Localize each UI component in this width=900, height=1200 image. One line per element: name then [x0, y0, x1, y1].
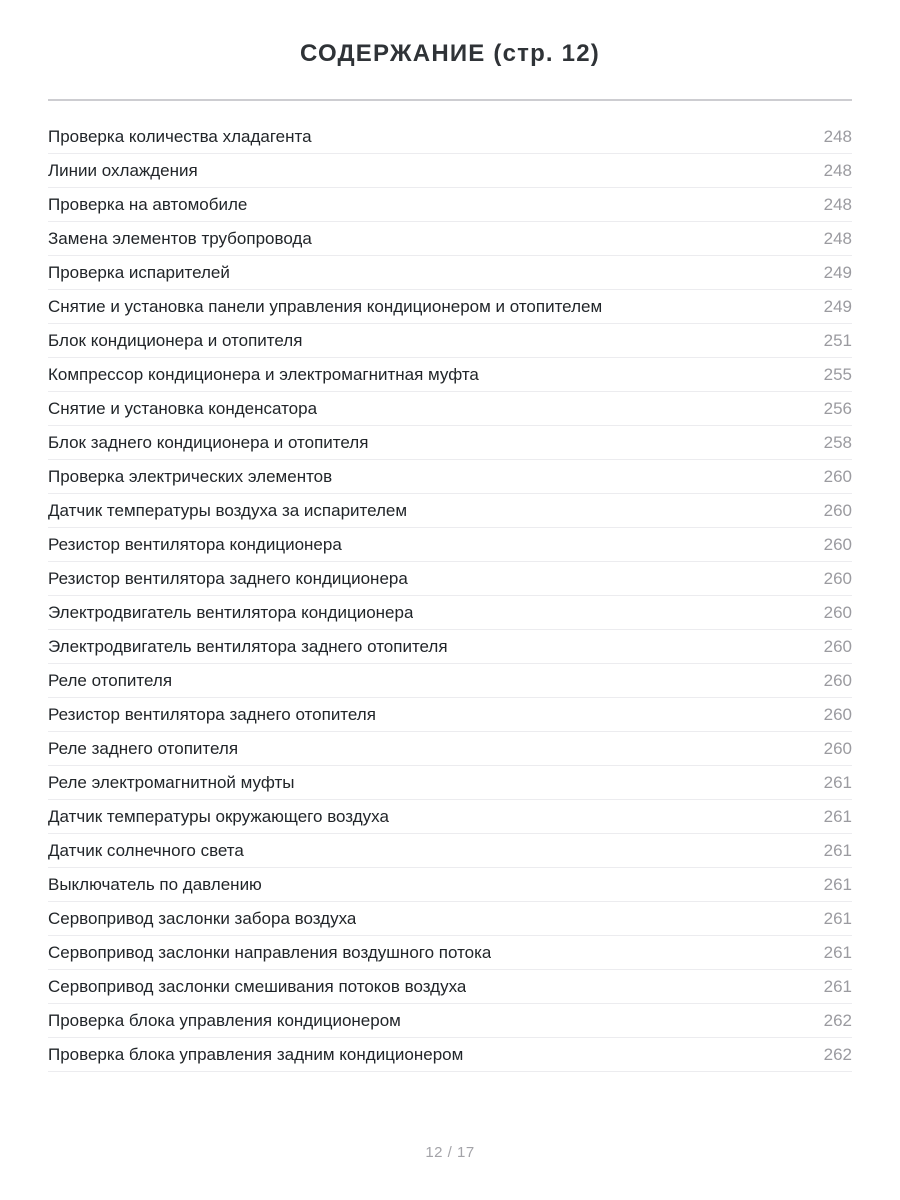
toc-row[interactable] [48, 698, 852, 732]
toc-entry-page-number: 261 [823, 942, 852, 962]
toc-entry-label: Сервопривод заслонки направления воздушного потока [48, 942, 492, 962]
toc-entry-label: Реле электромагнитной муфты [48, 772, 295, 792]
toc-entry-page-number: 262 [823, 1044, 852, 1064]
toc-entry-page-number: 260 [823, 568, 852, 588]
title-divider [48, 99, 852, 101]
toc-entry-label: Сервопривод заслонки смешивания потоков воздуха [48, 976, 467, 996]
toc-row[interactable] [48, 766, 852, 800]
toc-entry-label: Резистор вентилятора заднего кондиционера [48, 568, 408, 588]
toc-row[interactable] [48, 120, 852, 154]
toc-row[interactable] [48, 528, 852, 562]
toc-entry-label: Снятие и установка конденсатора [48, 398, 318, 418]
toc-entry-label: Линии охлаждения [48, 160, 198, 180]
toc-row[interactable] [48, 222, 852, 256]
toc-entry-page-number: 261 [823, 976, 852, 996]
toc-row[interactable] [48, 256, 852, 290]
toc-list [48, 120, 852, 1072]
toc-row[interactable] [48, 494, 852, 528]
toc-entry-label: Блок заднего кондиционера и отопителя [48, 432, 369, 452]
toc-row[interactable] [48, 834, 852, 868]
toc-row[interactable] [48, 460, 852, 494]
toc-entry-page-number: 260 [823, 466, 852, 486]
toc-entry-label: Выключатель по давлению [48, 874, 262, 894]
toc-entry-page-number: 249 [823, 262, 852, 282]
toc-row[interactable] [48, 154, 852, 188]
toc-row[interactable] [48, 324, 852, 358]
toc-row[interactable] [48, 1038, 852, 1072]
toc-entry-label: Резистор вентилятора заднего отопителя [48, 704, 376, 724]
toc-entry-page-number: 261 [823, 874, 852, 894]
toc-entry-label: Замена элементов трубопровода [48, 228, 312, 248]
toc-row[interactable] [48, 188, 852, 222]
toc-entry-label: Снятие и установка панели управления кондиционером и отопителем [48, 296, 603, 316]
toc-entry-page-number: 248 [823, 194, 852, 214]
toc-row[interactable] [48, 936, 852, 970]
toc-entry-label: Блок кондиционера и отопителя [48, 330, 303, 350]
toc-entry-page-number: 256 [823, 398, 852, 418]
toc-entry-label: Компрессор кондиционера и электромагнитная муфта [48, 364, 479, 384]
toc-entry-page-number: 260 [823, 704, 852, 724]
toc-entry-page-number: 255 [823, 364, 852, 384]
toc-entry-label: Электродвигатель вентилятора заднего отопителя [48, 636, 448, 656]
toc-row[interactable] [48, 902, 852, 936]
toc-row[interactable] [48, 426, 852, 460]
toc-row[interactable] [48, 562, 852, 596]
page-title: СОДЕРЖАНИЕ (стр. 12) [300, 40, 600, 67]
toc-row[interactable] [48, 358, 852, 392]
toc-entry-page-number: 248 [823, 228, 852, 248]
toc-entry-page-number: 261 [823, 908, 852, 928]
toc-entry-page-number: 260 [823, 500, 852, 520]
toc-entry-label: Проверка электрических элементов [48, 466, 333, 486]
toc-entry-page-number: 260 [823, 636, 852, 656]
toc-row[interactable] [48, 800, 852, 834]
toc-entry-page-number: 261 [823, 806, 852, 826]
pagination-indicator: 12 / 17 [425, 1144, 475, 1161]
toc-entry-page-number: 260 [823, 738, 852, 758]
toc-entry-page-number: 262 [823, 1010, 852, 1030]
toc-entry-page-number: 260 [823, 534, 852, 554]
toc-row[interactable] [48, 732, 852, 766]
toc-entry-page-number: 258 [823, 432, 852, 452]
toc-entry-page-number: 251 [823, 330, 852, 350]
toc-entry-label: Сервопривод заслонки забора воздуха [48, 908, 357, 928]
toc-row[interactable] [48, 290, 852, 324]
toc-entry-label: Резистор вентилятора кондиционера [48, 534, 342, 554]
toc-entry-label: Электродвигатель вентилятора кондиционера [48, 602, 414, 622]
toc-row[interactable] [48, 596, 852, 630]
toc-row[interactable] [48, 664, 852, 698]
toc-entry-label: Проверка испарителей [48, 262, 230, 282]
toc-row[interactable] [48, 970, 852, 1004]
toc-entry-label: Проверка на автомобиле [48, 194, 248, 214]
toc-entry-page-number: 248 [823, 160, 852, 180]
toc-entry-page-number: 261 [823, 772, 852, 792]
toc-entry-page-number: 248 [823, 126, 852, 146]
toc-entry-label: Датчик солнечного света [48, 840, 244, 860]
toc-entry-page-number: 260 [823, 602, 852, 622]
toc-row[interactable] [48, 630, 852, 664]
toc-row[interactable] [48, 1004, 852, 1038]
toc-entry-label: Датчик температуры окружающего воздуха [48, 806, 389, 826]
toc-entry-label: Проверка блока управления задним кондиционером [48, 1044, 464, 1064]
toc-entry-page-number: 260 [823, 670, 852, 690]
toc-entry-label: Проверка блока управления кондиционером [48, 1010, 401, 1030]
toc-entry-page-number: 249 [823, 296, 852, 316]
toc-entry-label: Реле отопителя [48, 670, 173, 690]
toc-entry-label: Датчик температуры воздуха за испарителем [48, 500, 408, 520]
toc-row[interactable] [48, 868, 852, 902]
toc-entry-label: Реле заднего отопителя [48, 738, 239, 758]
toc-row[interactable] [48, 392, 852, 426]
toc-entry-label: Проверка количества хладагента [48, 126, 312, 146]
toc-entry-page-number: 261 [823, 840, 852, 860]
